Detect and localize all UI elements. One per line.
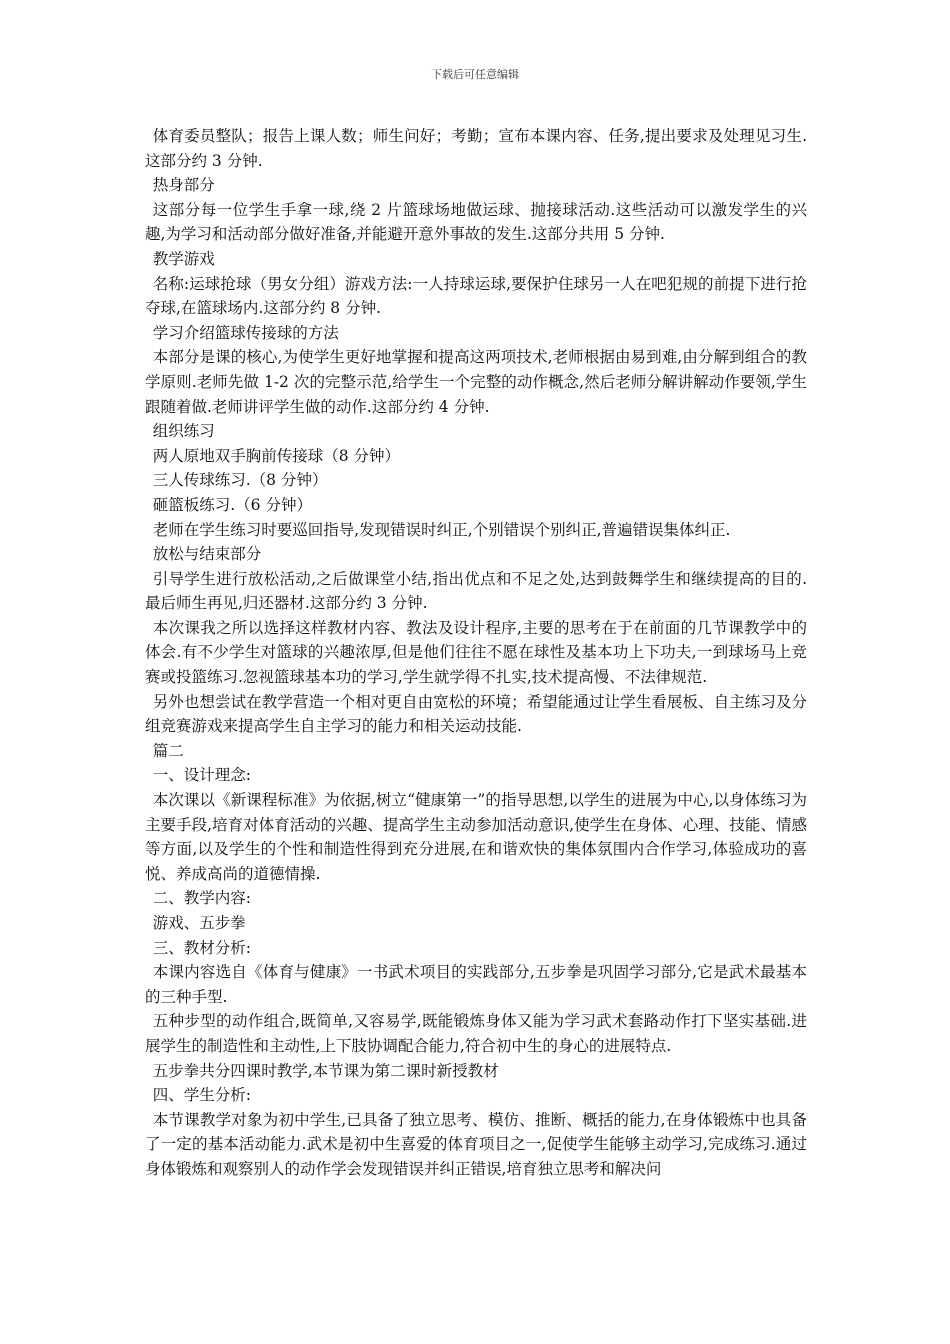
list-item: 两人原地双手胸前传接球（8 分钟） (152, 446, 401, 465)
paragraph: 引导学生进行放松活动,之后做课堂小结,指出优点和不足之处,达到鼓舞学生和继续提高的目的.最后师生再见,归还器材.这部分约 3 分钟. (145, 569, 807, 613)
part-heading: 篇二 (152, 741, 184, 760)
paragraph: 游戏、五步拳 (152, 914, 246, 932)
paragraph: 另外也想尝试在教学营造一个相对更自由宽松的环境；希望能通过让学生看展板、自主练习及分组竞赛游戏来提高学生自主学习的能力和相关运动技能. (145, 692, 807, 736)
paragraph: 这部分每一位学生手拿一球,绕 2 片篮球场地做运球、抛接球活动.这些活动可以激发学生的兴趣,为学习和活动部分做好准备,并能避开意外事故的发生.这部分共用 5 分钟. (145, 200, 807, 244)
document-body (145, 124, 807, 1182)
section-heading: 热身部分 (152, 176, 215, 195)
section-heading: 学习介绍篮球传接球的方法 (152, 323, 339, 342)
page-header: 下载后可任意编辑 (431, 68, 519, 81)
paragraph: 本节课教学对象为初中学生,已具备了独立思考、模仿、推断、概括的能力,在身体锻炼中也具备了一定的基本活动能力.武术是初中生喜爱的体育项目之一,促使学生能够主动学习,完成练习.通过身体锻炼和观察别人的动作学会发现错误并纠正错误,培育独立思考和解决问 (145, 1110, 807, 1178)
section-heading: 二、教学内容: (152, 889, 251, 908)
section-heading: 三、教材分析: (152, 938, 251, 957)
paragraph: 名称:运球抢球（男女分组）游戏方法:一人持球运球,要保护住球另一人在吧犯规的前提下进行抢夺球,在篮球场内.这部分约 8 分钟. (145, 274, 807, 318)
section-heading: 教学游戏 (152, 249, 215, 268)
paragraph: 老师在学生练习时要巡回指导,发现错误时纠正,个别错误个别纠正,普遍错误集体纠正. (152, 520, 731, 539)
section-heading: 一、设计理念: (152, 766, 251, 785)
paragraph: 本次课以《新课程标准》为依据,树立“健康第一”的指导思想,以学生的进展为中心,以身体练习为主要手段,培育对体育活动的兴趣、提高学生主动参加活动意识,使学生在身体、心理、技能、情感等方面,以及学生的个性和制造性得到充分进展,在和谐欢快的集体氛围内合作学习,体验成功的喜悦、养成高尚的道德情操. (145, 791, 807, 883)
section-heading: 放松与结束部分 (152, 545, 262, 564)
section-heading: 四、学生分析: (152, 1086, 251, 1105)
paragraph: 本课内容选自《体育与健康》一书武术项目的实践部分,五步拳是巩固学习部分,它是武术最基本的三种手型. (145, 963, 807, 1006)
paragraph: 本次课我之所以选择这样教材内容、教法及设计程序,主要的思考在于在前面的几节课教学中的体会.有不少学生对篮球的兴趣浓厚,但是他们往往不愿在球性及基本功上下功夫,一到球场马上竞赛或投篮练习.忽视篮球基本功的学习,学生就学得不扎实,技术提高慢、不法律规范. (145, 618, 807, 687)
paragraph: 五种步型的动作组合,既简单,又容易学,既能锻炼身体又能为学习武术套路动作打下坚实基础.进展学生的制造性和主动性,上下肢协调配合能力,符合初中生的身心的进展特点. (145, 1012, 807, 1055)
section-heading: 组织练习 (152, 422, 215, 441)
list-item: 砸篮板练习.（6 分钟） (152, 495, 312, 514)
paragraph: 本部分是课的核心,为使学生更好地掌握和提高这两项技术,老师根据由易到难,由分解到组合的教学原则.老师先做 1-2 次的完整示范,给学生一个完整的动作概念,然后老师分解讲解动作要领,学生跟随着做.老师讲评学生做的动作.这部分约 4 分钟. (145, 348, 807, 416)
list-item: 三人传球练习.（8 分钟） (152, 471, 328, 490)
paragraph: 五步拳共分四课时教学,本节课为第二课时新授教材 (152, 1061, 499, 1080)
paragraph: 体育委员整队；报告上课人数；师生问好；考勤；宣布本课内容、任务,提出要求及处理见习生.这部分约 3 分钟. (145, 127, 807, 170)
